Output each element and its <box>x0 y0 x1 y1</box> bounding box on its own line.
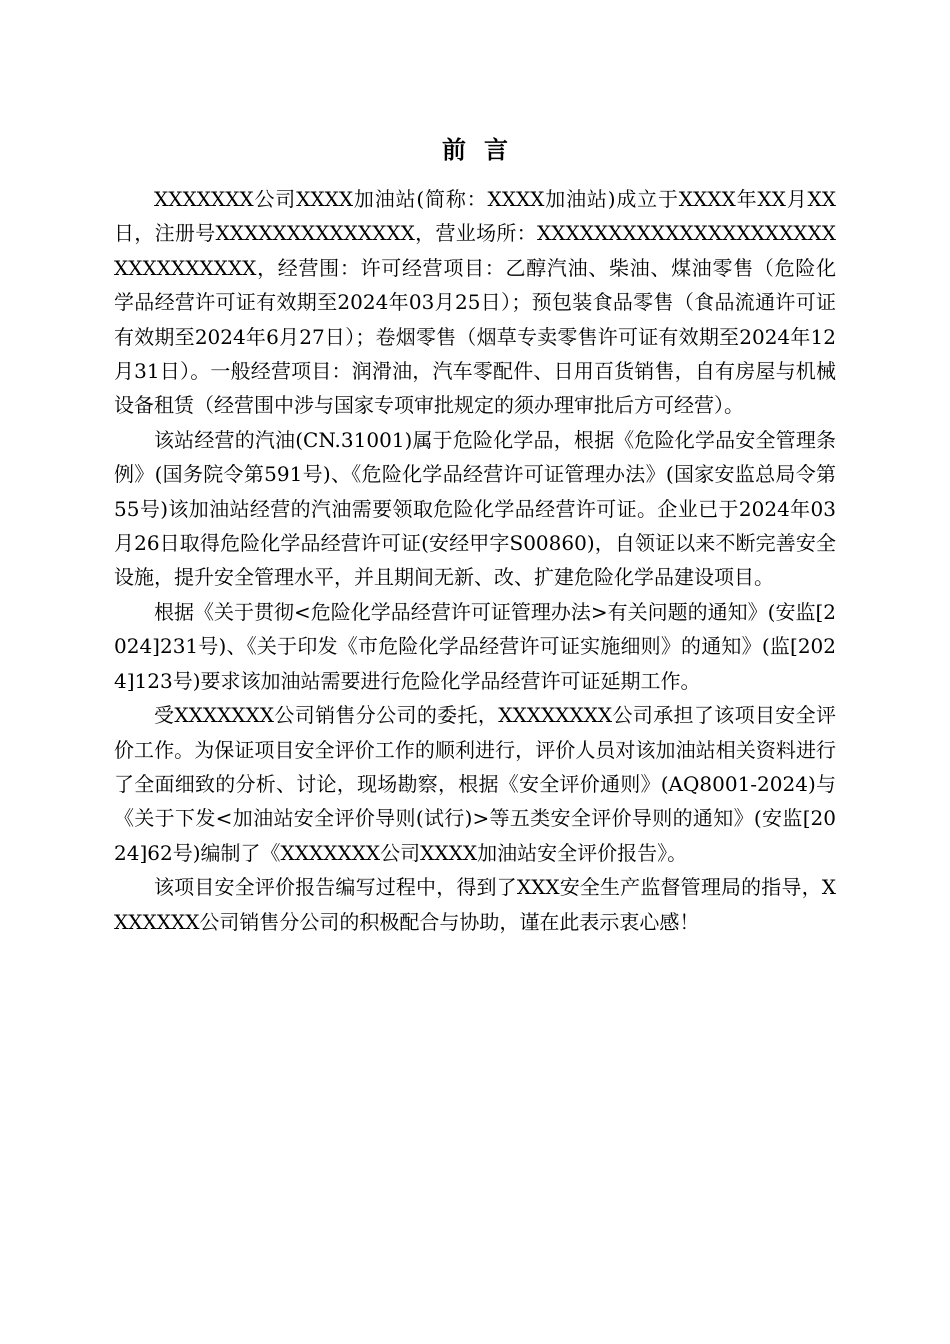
paragraph-license-extension: 根据《关于贯彻<危险化学品经营许可证管理办法>有关问题的通知》(安监[2024]231号)、《关于印发《市危险化学品经营许可证实施细则》的通知》(监[2024]123号)要求该加油站需要进行危险化学品经营许可证延期工作。 <box>114 599 836 693</box>
paragraph-company-info: XXXXXXX公司XXXX加油站(简称：XXXX加油站)成立于XXXX年XX月XX日，注册号XXXXXXXXXXXXXX，营业场所：XXXXXXXXXXXXXXXXXXXXXXXXXXXXXXX，经营围：许可经营项目：乙醇汽油、柴油、煤油零售（危险化学品经营许可证有效期至2024年03月25日）；预包装食品零售（食品流通许可证有效期至2024年6月27日）；卷烟零售（烟草专卖零售许可证有效期至2024年12月31日）。一般经营项目：润滑油，汽车零配件、日用百货销售，自有房屋与机械设备租赁（经营围中涉与国家专项审批规定的须办理审批后方可经营）。 <box>114 187 836 418</box>
paragraph-evaluation-work: 受XXXXXXX公司销售分公司的委托，XXXXXXXX公司承担了该项目安全评价工作。为保证项目安全评价工作的顺利进行，评价人员对该加油站相关资料进行了全面细致的分析、讨论，现场勘察，根据《安全评价通则》(AQ8001-2024)与《关于下发<加油站安全评价导则(试行)>等五类安全评价导则的通知》(安监[2024]62号)编制了《XXXXXXX公司XXXX加油站安全评价报告》。 <box>114 703 836 865</box>
paragraph-acknowledgement: 该项目安全评价报告编写过程中，得到了XXX安全生产监督管理局的指导，XXXXXXX公司销售分公司的积极配合与协助，谨在此表示衷心感！ <box>114 875 836 934</box>
page-title: 前言 <box>442 135 526 164</box>
paragraph-hazardous-chemicals: 该站经营的汽油(CN.31001)属于危险化学品，根据《危险化学品安全管理条例》(国务院令第591号)、《危险化学品经营许可证管理办法》(国家安监总局令第55号)该加油站经营的汽油需要领取危险化学品经营许可证。企业已于2024年03月26日取得危险化学品经营许可证(安经甲字S00860)，自领证以来不断完善安全设施，提升安全管理水平，并且期间无新、改、扩建危险化学品建设项目。 <box>114 427 836 590</box>
document-body <box>114 182 836 939</box>
